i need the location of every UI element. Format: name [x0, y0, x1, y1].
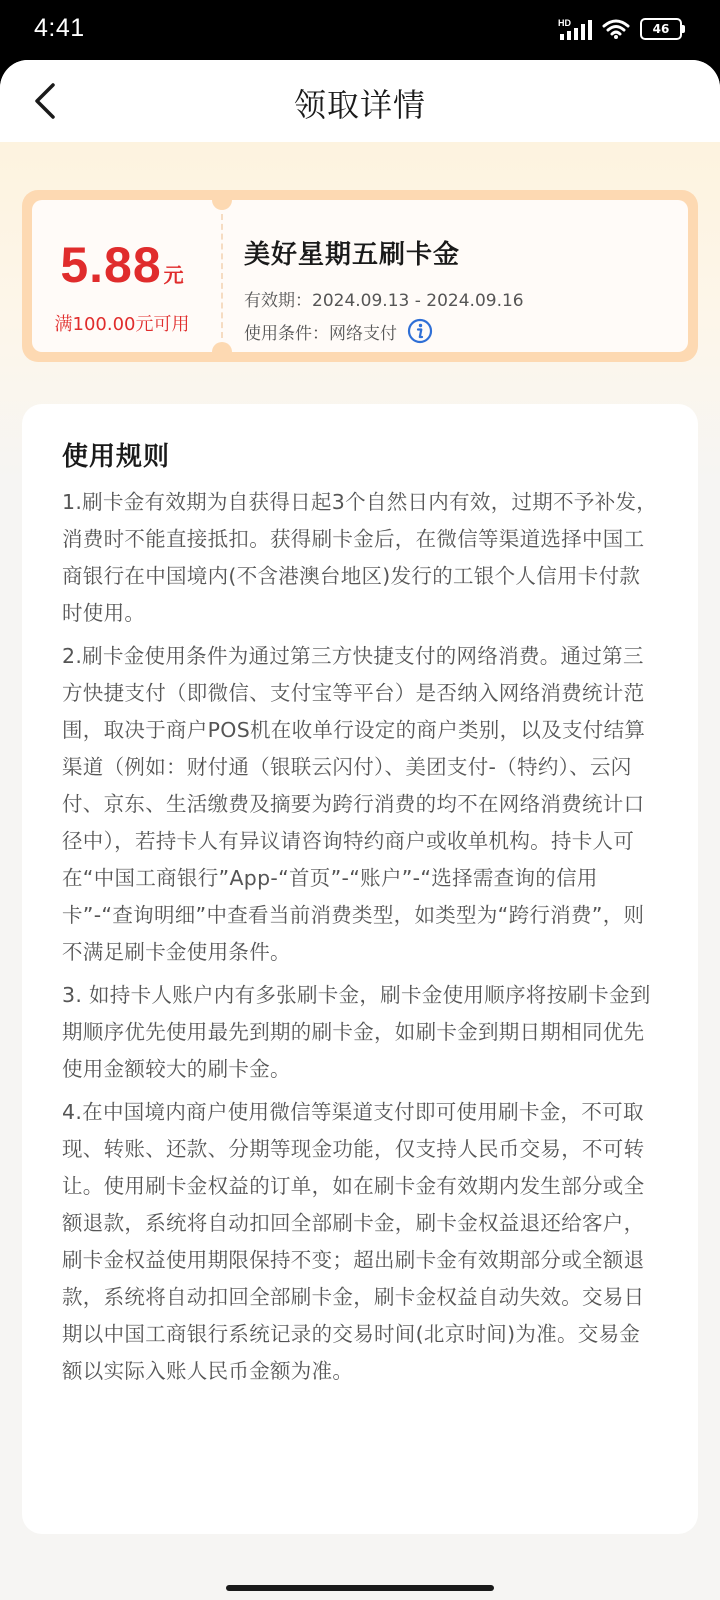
coupon-value-section: [32, 200, 212, 352]
coupon-condition: 使用条件：网络支付: [244, 323, 397, 344]
rule-item: 3. 如持卡人账户内有多张刷卡金，刷卡金使用顺序将按刷卡金到期顺序优先使用最先到期的刷卡金，如刷卡金到期日期相同优先使用金额较大的刷卡金。: [62, 983, 651, 1081]
rules-title: 使用规则: [62, 442, 171, 472]
signal-icon: [558, 18, 592, 40]
coupon-unit: 元: [163, 263, 184, 287]
coupon-divider: [221, 214, 223, 338]
status-time: 4:41: [34, 14, 85, 42]
coupon-amount: 5.88: [60, 237, 162, 293]
wifi-icon: [602, 18, 630, 40]
rule-item: 1.刷卡金有效期为自获得日起3个自然日内有效，过期不予补发，消费时不能直接抵扣。获得刷卡金后，在微信等渠道选择中国工商银行在中国境内(不含港澳台地区)发行的工银个人信用卡付款时使用。: [62, 490, 658, 625]
rules-card: [22, 404, 698, 1534]
status-icons: [558, 18, 682, 40]
status-bar: [0, 0, 720, 62]
coupon-notch: [212, 342, 232, 362]
coupon-card: [22, 190, 698, 362]
header: [0, 60, 720, 142]
home-indicator[interactable]: [226, 1585, 494, 1591]
coupon-validity: 有效期：2024.09.13 - 2024.09.16: [244, 291, 524, 311]
page-title: 领取详情: [293, 86, 426, 124]
coupon-amount-row: [32, 236, 212, 294]
rule-item: 4.在中国境内商户使用微信等渠道支付即可使用刷卡金，不可取现、转账、还款、分期等现金功能，仅支持人民币交易，不可转让。使用刷卡金权益的订单，如在刷卡金有效期内发生部分或全额退款，系统将自动扣回全部刷卡金，刷卡金权益退还给客户，刷卡金权益使用期限保持不变；超出刷卡金有效期部分或全额退款，系统将自动扣回全部刷卡金，刷卡金权益自动失效。交易日期以中国工商银行系统记录的交易时间(北京时间)为准。交易金额以实际入账人民币金额为准。: [62, 1100, 645, 1383]
info-icon[interactable]: [407, 318, 433, 344]
page: [0, 60, 720, 1600]
coupon-name: 美好星期五刷卡金: [244, 240, 461, 270]
coupon-info-section: [244, 200, 678, 352]
network-label: HD: [558, 18, 571, 28]
rules-body: [62, 484, 658, 1396]
coupon-notch: [212, 190, 232, 210]
coupon-threshold: 满100.00元可用: [54, 314, 190, 335]
rule-item: 2.刷卡金使用条件为通过第三方快捷支付的网络消费。通过第三方快捷支付（即微信、支付宝等平台）是否纳入网络消费统计范围，取决于商户POS机在收单行设定的商户类别，以及支付结算渠道（例如：财付通（银联云闪付）、美团支付-（特约）、云闪付、京东、生活缴费及摘要为跨行消费的均不在网络消费统计口径中），若持卡人有异议请咨询特约商户或收单机构。持卡人可在“中国工商银行”App-“首页”-“账户”-“选择需查询的信用卡”-“查询明细”中查看当前消费类型，如类型为“跨行消费”，则不满足刷卡金使用条件。: [62, 644, 646, 964]
coupon-condition-row: [244, 318, 433, 344]
coupon-body: [32, 200, 688, 352]
battery-icon: 46: [640, 18, 682, 40]
